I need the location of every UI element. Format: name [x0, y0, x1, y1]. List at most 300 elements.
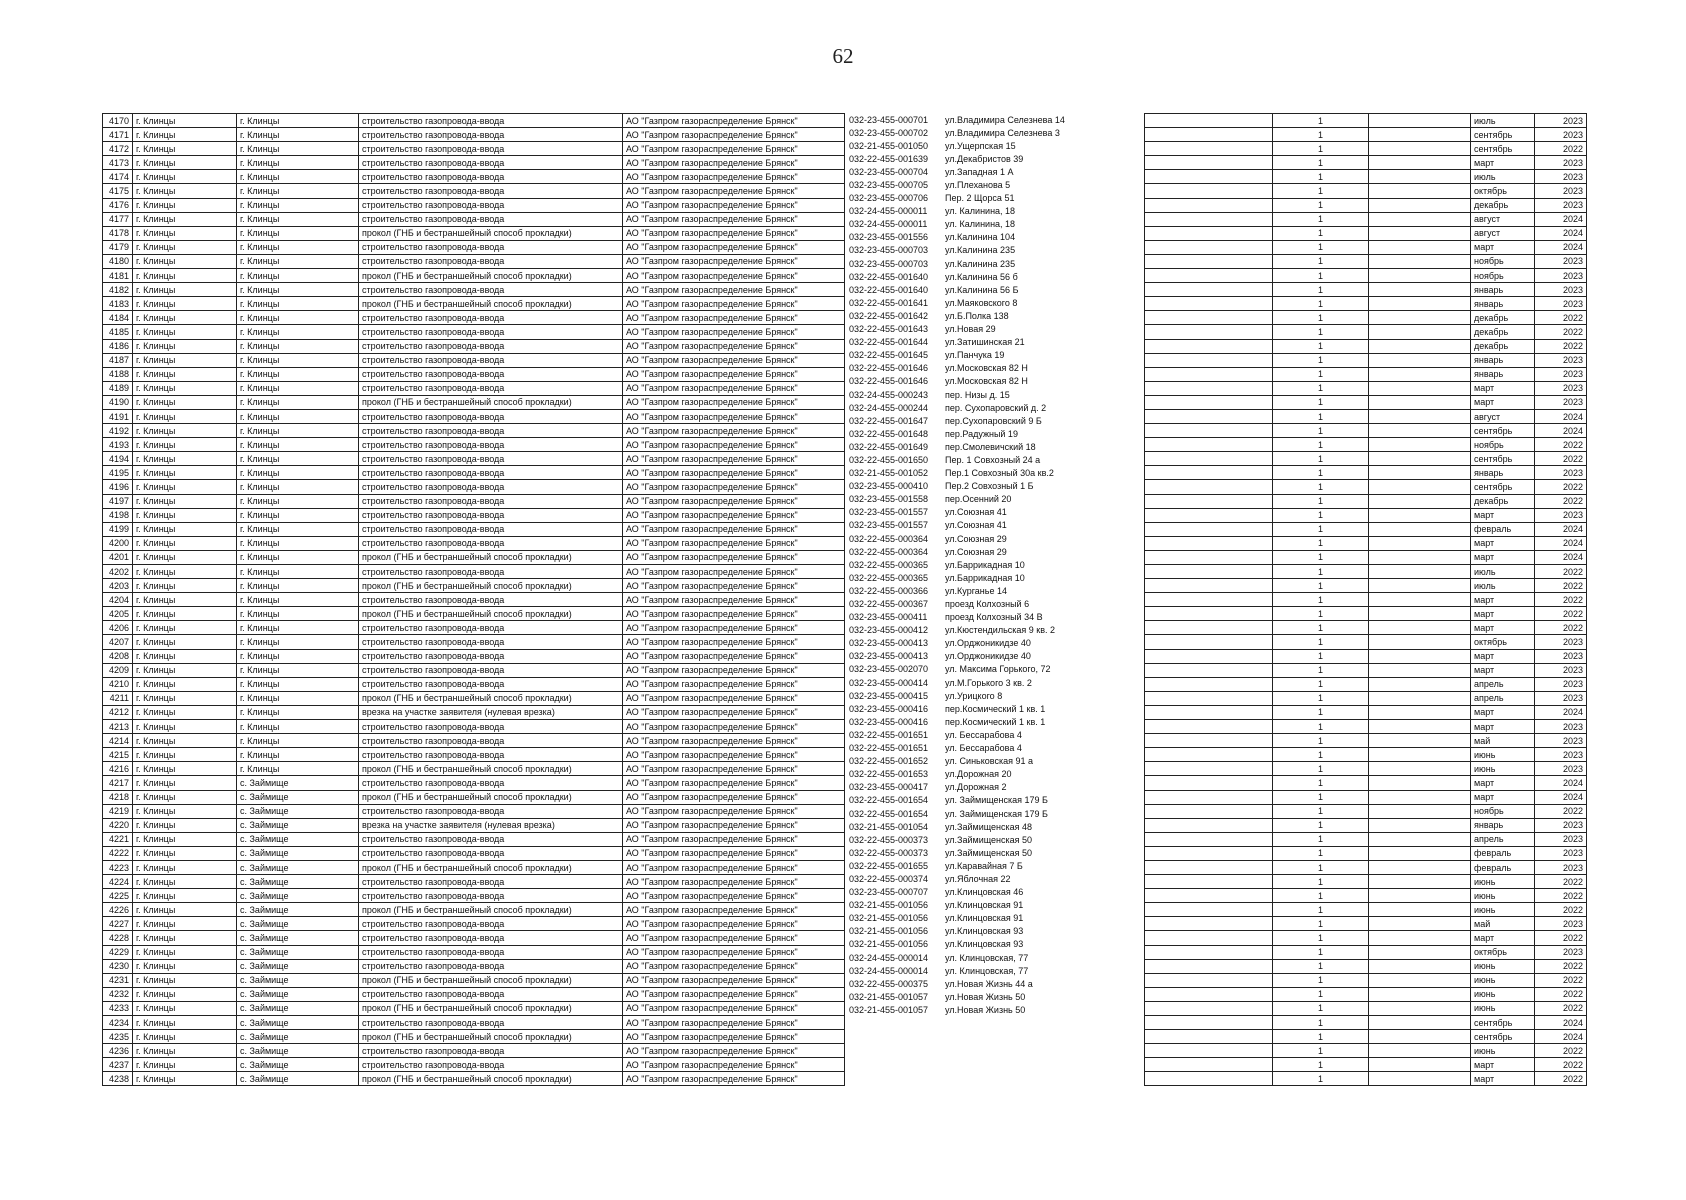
city-cell: г. Клинцы	[133, 254, 237, 268]
empty-cell	[1369, 254, 1471, 268]
empty-cell	[1145, 860, 1273, 874]
month-cell: февраль	[1471, 522, 1535, 536]
empty-cell	[1369, 466, 1471, 480]
empty-cell	[1369, 776, 1471, 790]
address-cell: ул. Калинина, 18	[945, 219, 1016, 230]
settlement-cell: г. Клинцы	[237, 325, 359, 339]
table-row	[1145, 903, 1587, 917]
empty-cell	[1145, 381, 1273, 395]
quantity-cell: 1	[1273, 142, 1369, 156]
city-cell: г. Клинцы	[133, 494, 237, 508]
organization-cell: АО "Газпром газораспределение Брянск"	[623, 720, 845, 734]
organization-cell: АО "Газпром газораспределение Брянск"	[623, 550, 845, 564]
empty-cell	[1145, 325, 1273, 339]
object-code-cell: 032-23-455-000707	[849, 887, 929, 898]
table-row	[1145, 579, 1587, 593]
organization-cell: АО "Газпром газораспределение Брянск"	[623, 1044, 845, 1058]
empty-cell	[1369, 156, 1471, 170]
row-number-cell: 4188	[103, 367, 133, 381]
table-row	[846, 768, 1086, 781]
code-address-column	[846, 113, 1086, 1016]
empty-cell	[1369, 621, 1471, 635]
row-number-cell: 4228	[103, 931, 133, 945]
work-type-cell: строительство газопровода-ввода	[359, 353, 623, 367]
table-row	[1145, 438, 1587, 452]
row-number-cell: 4192	[103, 424, 133, 438]
month-cell: июль	[1471, 170, 1535, 184]
empty-cell	[1145, 579, 1273, 593]
empty-cell	[1145, 240, 1273, 254]
work-type-cell: строительство газопровода-ввода	[359, 522, 623, 536]
month-cell: март	[1471, 790, 1535, 804]
work-type-cell: строительство газопровода-ввода	[359, 325, 623, 339]
empty-cell	[1145, 748, 1273, 762]
table-row	[846, 165, 1086, 178]
table-row	[1145, 846, 1587, 860]
address-cell: пер. Сухопаровский д. 2	[945, 402, 1047, 413]
city-cell: г. Клинцы	[133, 353, 237, 367]
settlement-cell: г. Клинцы	[237, 593, 359, 607]
organization-cell: АО "Газпром газораспределение Брянск"	[623, 438, 845, 452]
table-row	[103, 339, 845, 353]
organization-cell: АО "Газпром газораспределение Брянск"	[623, 522, 845, 536]
month-cell: сентябрь	[1471, 128, 1535, 142]
table-row	[103, 269, 845, 283]
table-row	[846, 872, 1086, 885]
object-code-cell: 032-23-455-000704	[849, 166, 929, 177]
city-cell: г. Клинцы	[133, 508, 237, 522]
table-row	[103, 720, 845, 734]
month-cell: январь	[1471, 283, 1535, 297]
table-row	[103, 931, 845, 945]
object-code-cell: 032-24-455-000011	[849, 206, 928, 217]
row-number-cell: 4209	[103, 663, 133, 677]
city-cell: г. Клинцы	[133, 818, 237, 832]
quantity-cell: 1	[1273, 522, 1369, 536]
settlement-cell: с. Займище	[237, 987, 359, 1001]
quantity-cell: 1	[1273, 691, 1369, 705]
quantity-cell: 1	[1273, 254, 1369, 268]
settlement-cell: г. Клинцы	[237, 705, 359, 719]
empty-cell	[1369, 269, 1471, 283]
year-cell: 2023	[1535, 846, 1587, 860]
table-row	[1145, 480, 1587, 494]
empty-cell	[1145, 198, 1273, 212]
object-code-cell: 032-23-455-001557	[849, 520, 929, 531]
empty-cell	[1369, 790, 1471, 804]
quantity-cell: 1	[1273, 720, 1369, 734]
settlement-cell: г. Клинцы	[237, 621, 359, 635]
empty-cell	[1145, 522, 1273, 536]
settlement-cell: г. Клинцы	[237, 466, 359, 480]
work-type-cell: строительство газопровода-ввода	[359, 283, 623, 297]
address-cell: проезд Колхозный 6	[945, 599, 1030, 610]
year-cell: 2023	[1535, 691, 1587, 705]
empty-cell	[1369, 170, 1471, 184]
city-cell: г. Клинцы	[133, 367, 237, 381]
year-cell: 2024	[1535, 424, 1587, 438]
year-cell: 2022	[1535, 1044, 1587, 1058]
table-row	[103, 212, 845, 226]
organization-cell: АО "Газпром газораспределение Брянск"	[623, 875, 845, 889]
month-cell: июнь	[1471, 889, 1535, 903]
table-row	[846, 624, 1086, 637]
empty-cell	[1145, 621, 1273, 635]
organization-cell: АО "Газпром газораспределение Брянск"	[623, 226, 845, 240]
empty-cell	[1145, 128, 1273, 142]
settlement-cell: с. Займище	[237, 846, 359, 860]
table-row	[103, 1044, 845, 1058]
address-cell: ул.Займищенская 48	[945, 821, 1033, 832]
month-cell: январь	[1471, 466, 1535, 480]
object-code-cell: 032-22-455-001652	[849, 756, 929, 767]
empty-cell	[1369, 691, 1471, 705]
object-code-cell: 032-23-455-000416	[849, 703, 929, 714]
row-number-cell: 4183	[103, 297, 133, 311]
address-cell: ул.Плеханова 5	[945, 180, 1011, 191]
month-cell: июнь	[1471, 875, 1535, 889]
table-row	[103, 254, 845, 268]
organization-cell: АО "Газпром газораспределение Брянск"	[623, 945, 845, 959]
year-cell: 2022	[1535, 889, 1587, 903]
work-type-cell: врезка на участке заявителя (нулевая врезка)	[359, 818, 623, 832]
row-number-cell: 4187	[103, 353, 133, 367]
empty-cell	[1145, 550, 1273, 564]
year-cell: 2024	[1535, 1030, 1587, 1044]
empty-cell	[1369, 593, 1471, 607]
object-code-cell: 032-22-455-001653	[849, 769, 929, 780]
works-table-right	[1144, 113, 1587, 1086]
empty-cell	[1369, 1072, 1471, 1086]
table-row	[103, 508, 845, 522]
month-cell: ноябрь	[1471, 438, 1535, 452]
object-code-cell: 032-23-455-001558	[849, 494, 929, 505]
table-row	[1145, 832, 1587, 846]
settlement-cell: с. Займище	[237, 1016, 359, 1030]
table-row	[846, 231, 1086, 244]
row-number-cell: 4171	[103, 128, 133, 142]
object-code-cell: 032-21-455-001056	[849, 900, 929, 911]
organization-cell: АО "Газпром газораспределение Брянск"	[623, 156, 845, 170]
city-cell: г. Клинцы	[133, 170, 237, 184]
object-code-cell: 032-22-455-000366	[849, 585, 929, 596]
table-row	[103, 1001, 845, 1015]
month-cell: декабрь	[1471, 339, 1535, 353]
table-row	[846, 951, 1086, 964]
object-code-cell: 032-21-455-001057	[849, 991, 929, 1002]
empty-cell	[1145, 283, 1273, 297]
empty-cell	[1145, 931, 1273, 945]
organization-cell: АО "Газпром газораспределение Брянск"	[623, 804, 845, 818]
organization-cell: АО "Газпром газораспределение Брянск"	[623, 593, 845, 607]
month-cell: март	[1471, 621, 1535, 635]
object-code-cell: 032-21-455-001056	[849, 926, 929, 937]
object-code-cell: 032-23-455-000417	[849, 782, 929, 793]
empty-cell	[1369, 945, 1471, 959]
table-row	[103, 973, 845, 987]
empty-cell	[1145, 269, 1273, 283]
table-row	[1145, 860, 1587, 874]
table-row	[103, 353, 845, 367]
year-cell: 2023	[1535, 254, 1587, 268]
row-number-cell: 4213	[103, 720, 133, 734]
object-code-cell: 032-23-455-000703	[849, 245, 929, 256]
table-row	[103, 776, 845, 790]
organization-cell: АО "Газпром газораспределение Брянск"	[623, 212, 845, 226]
address-cell: ул.Займищенская 50	[945, 847, 1033, 858]
month-cell: сентябрь	[1471, 1016, 1535, 1030]
table-row	[1145, 1030, 1587, 1044]
work-type-cell: строительство газопровода-ввода	[359, 156, 623, 170]
year-cell: 2023	[1535, 156, 1587, 170]
address-cell: ул.Калинина 56 Б	[945, 284, 1019, 295]
quantity-cell: 1	[1273, 381, 1369, 395]
empty-cell	[1369, 846, 1471, 860]
table-row	[846, 218, 1086, 231]
settlement-cell: с. Займище	[237, 959, 359, 973]
object-code-cell: 032-23-455-000416	[849, 716, 929, 727]
settlement-cell: г. Клинцы	[237, 734, 359, 748]
address-cell: ул.Яблочная 22	[945, 873, 1011, 884]
row-number-cell: 4175	[103, 184, 133, 198]
year-cell: 2023	[1535, 128, 1587, 142]
quantity-cell: 1	[1273, 875, 1369, 889]
row-number-cell: 4191	[103, 409, 133, 423]
empty-cell	[1145, 1001, 1273, 1015]
row-number-cell: 4219	[103, 804, 133, 818]
quantity-cell: 1	[1273, 128, 1369, 142]
settlement-cell: г. Клинцы	[237, 649, 359, 663]
city-cell: г. Клинцы	[133, 931, 237, 945]
table-row	[1145, 875, 1587, 889]
object-code-cell: 032-23-455-000703	[849, 258, 929, 269]
row-number-cell: 4238	[103, 1072, 133, 1086]
row-number-cell: 4205	[103, 607, 133, 621]
settlement-cell: с. Займище	[237, 875, 359, 889]
table-row	[846, 715, 1086, 728]
year-cell: 2022	[1535, 593, 1587, 607]
table-row	[1145, 959, 1587, 973]
work-type-cell: строительство газопровода-ввода	[359, 720, 623, 734]
settlement-cell: г. Клинцы	[237, 720, 359, 734]
address-cell: ул. Бессарабова 4	[945, 729, 1022, 740]
city-cell: г. Клинцы	[133, 649, 237, 663]
empty-cell	[1145, 875, 1273, 889]
object-code-cell: 032-23-455-000705	[849, 180, 929, 191]
table-row	[1145, 283, 1587, 297]
year-cell: 2024	[1535, 240, 1587, 254]
table-row	[846, 519, 1086, 532]
table-row	[846, 139, 1086, 152]
row-number-cell: 4190	[103, 395, 133, 409]
table-row	[846, 323, 1086, 336]
table-row	[846, 257, 1086, 270]
quantity-cell: 1	[1273, 705, 1369, 719]
table-row	[1145, 621, 1587, 635]
table-row	[103, 734, 845, 748]
work-type-cell: строительство газопровода-ввода	[359, 931, 623, 945]
table-row	[1145, 607, 1587, 621]
organization-cell: АО "Газпром газораспределение Брянск"	[623, 832, 845, 846]
empty-cell	[1369, 1001, 1471, 1015]
address-cell: пер.Космический 1 кв. 1	[945, 703, 1046, 714]
quantity-cell: 1	[1273, 226, 1369, 240]
table-row	[846, 990, 1086, 1003]
object-code-cell: 032-22-455-001651	[849, 729, 929, 740]
year-cell: 2022	[1535, 804, 1587, 818]
empty-cell	[1369, 903, 1471, 917]
table-row	[1145, 254, 1587, 268]
year-cell: 2023	[1535, 818, 1587, 832]
empty-cell	[1145, 889, 1273, 903]
work-type-cell: прокол (ГНБ и бестраншейный способ прокладки)	[359, 762, 623, 776]
object-code-cell: 032-23-455-000414	[849, 677, 929, 688]
settlement-cell: г. Клинцы	[237, 438, 359, 452]
row-number-cell: 4223	[103, 860, 133, 874]
table-row	[1145, 128, 1587, 142]
year-cell: 2023	[1535, 860, 1587, 874]
quantity-cell: 1	[1273, 776, 1369, 790]
row-number-cell: 4226	[103, 903, 133, 917]
work-type-cell: прокол (ГНБ и бестраншейный способ прокладки)	[359, 903, 623, 917]
table-row	[103, 860, 845, 874]
table-row	[103, 987, 845, 1001]
year-cell: 2022	[1535, 959, 1587, 973]
row-number-cell: 4236	[103, 1044, 133, 1058]
empty-cell	[1145, 565, 1273, 579]
object-code-cell: 032-23-455-000413	[849, 638, 929, 649]
year-cell: 2023	[1535, 466, 1587, 480]
row-number-cell: 4185	[103, 325, 133, 339]
year-cell: 2022	[1535, 1001, 1587, 1015]
table-row	[846, 637, 1086, 650]
quantity-cell: 1	[1273, 649, 1369, 663]
object-code-cell: 032-24-455-000243	[849, 389, 929, 400]
settlement-cell: с. Займище	[237, 945, 359, 959]
address-cell: ул.Клинцовская 46	[945, 887, 1024, 898]
empty-cell	[1369, 1058, 1471, 1072]
work-type-cell: прокол (ГНБ и бестраншейный способ прокладки)	[359, 1072, 623, 1086]
quantity-cell: 1	[1273, 339, 1369, 353]
empty-cell	[1369, 579, 1471, 593]
month-cell: март	[1471, 720, 1535, 734]
organization-cell: АО "Газпром газораспределение Брянск"	[623, 142, 845, 156]
month-cell: апрель	[1471, 832, 1535, 846]
table-row	[1145, 156, 1587, 170]
object-code-cell: 032-24-455-000014	[849, 965, 929, 976]
month-cell: март	[1471, 931, 1535, 945]
table-row	[103, 903, 845, 917]
object-code-cell: 032-22-455-000373	[849, 834, 929, 845]
year-cell: 2023	[1535, 663, 1587, 677]
table-row	[1145, 720, 1587, 734]
month-cell: июнь	[1471, 959, 1535, 973]
settlement-cell: с. Займище	[237, 889, 359, 903]
table-row	[103, 494, 845, 508]
organization-cell: АО "Газпром газораспределение Брянск"	[623, 677, 845, 691]
address-cell: ул.Владимира Селезнева 3	[945, 127, 1060, 138]
table-row	[1145, 409, 1587, 423]
year-cell: 2022	[1535, 973, 1587, 987]
address-cell: ул.Союзная 41	[945, 507, 1007, 518]
quantity-cell: 1	[1273, 748, 1369, 762]
month-cell: апрель	[1471, 691, 1535, 705]
object-code-cell: 032-24-455-000011	[849, 219, 928, 230]
empty-cell	[1369, 818, 1471, 832]
organization-cell: АО "Газпром газораспределение Брянск"	[623, 846, 845, 860]
quantity-cell: 1	[1273, 424, 1369, 438]
address-cell: Пер.2 Совхозный 1 Б	[945, 481, 1034, 492]
table-row	[846, 571, 1086, 584]
object-code-cell: 032-22-455-000364	[849, 546, 929, 557]
table-row	[103, 846, 845, 860]
work-type-cell: прокол (ГНБ и бестраншейный способ прокладки)	[359, 790, 623, 804]
quantity-cell: 1	[1273, 480, 1369, 494]
empty-cell	[1145, 959, 1273, 973]
organization-cell: АО "Газпром газораспределение Брянск"	[623, 762, 845, 776]
table-row	[846, 270, 1086, 283]
quantity-cell: 1	[1273, 593, 1369, 607]
empty-cell	[1369, 409, 1471, 423]
quantity-cell: 1	[1273, 1016, 1369, 1030]
city-cell: г. Клинцы	[133, 579, 237, 593]
settlement-cell: с. Займище	[237, 860, 359, 874]
work-type-cell: строительство газопровода-ввода	[359, 381, 623, 395]
quantity-cell: 1	[1273, 536, 1369, 550]
work-type-cell: строительство газопровода-ввода	[359, 846, 623, 860]
work-type-cell: строительство газопровода-ввода	[359, 438, 623, 452]
table-row	[846, 584, 1086, 597]
table-row	[103, 663, 845, 677]
table-row	[1145, 114, 1587, 128]
object-code-cell: 032-22-455-001644	[849, 337, 929, 348]
row-number-cell: 4229	[103, 945, 133, 959]
work-type-cell: прокол (ГНБ и бестраншейный способ прокладки)	[359, 1001, 623, 1015]
organization-cell: АО "Газпром газораспределение Брянск"	[623, 860, 845, 874]
row-number-cell: 4222	[103, 846, 133, 860]
address-cell: ул.Декабристов 39	[945, 153, 1024, 164]
organization-cell: АО "Газпром газораспределение Брянск"	[623, 565, 845, 579]
table-row	[103, 804, 845, 818]
object-code-cell: 032-22-455-001640	[849, 284, 929, 295]
month-cell: май	[1471, 917, 1535, 931]
settlement-cell: г. Клинцы	[237, 691, 359, 705]
quantity-cell: 1	[1273, 1001, 1369, 1015]
object-code-cell: 032-22-455-001642	[849, 310, 929, 321]
city-cell: г. Клинцы	[133, 663, 237, 677]
object-code-cell: 032-22-455-000364	[849, 533, 929, 544]
empty-cell	[1145, 114, 1273, 128]
address-cell: ул.Дорожная 20	[945, 769, 1012, 780]
empty-cell	[1369, 226, 1471, 240]
year-cell: 2023	[1535, 917, 1587, 931]
table-row	[1145, 649, 1587, 663]
work-type-cell: прокол (ГНБ и бестраншейный способ прокладки)	[359, 579, 623, 593]
organization-cell: АО "Газпром газораспределение Брянск"	[623, 1001, 845, 1015]
address-cell: ул.Займищенская 50	[945, 834, 1033, 845]
work-type-cell: прокол (ГНБ и бестраншейный способ прокладки)	[359, 269, 623, 283]
year-cell: 2024	[1535, 1016, 1587, 1030]
settlement-cell: с. Займище	[237, 776, 359, 790]
month-cell: июнь	[1471, 762, 1535, 776]
table-row	[1145, 663, 1587, 677]
empty-cell	[1145, 846, 1273, 860]
work-type-cell: прокол (ГНБ и бестраншейный способ прокладки)	[359, 607, 623, 621]
settlement-cell: г. Клинцы	[237, 424, 359, 438]
empty-cell	[1145, 353, 1273, 367]
city-cell: г. Клинцы	[133, 114, 237, 128]
city-cell: г. Клинцы	[133, 875, 237, 889]
